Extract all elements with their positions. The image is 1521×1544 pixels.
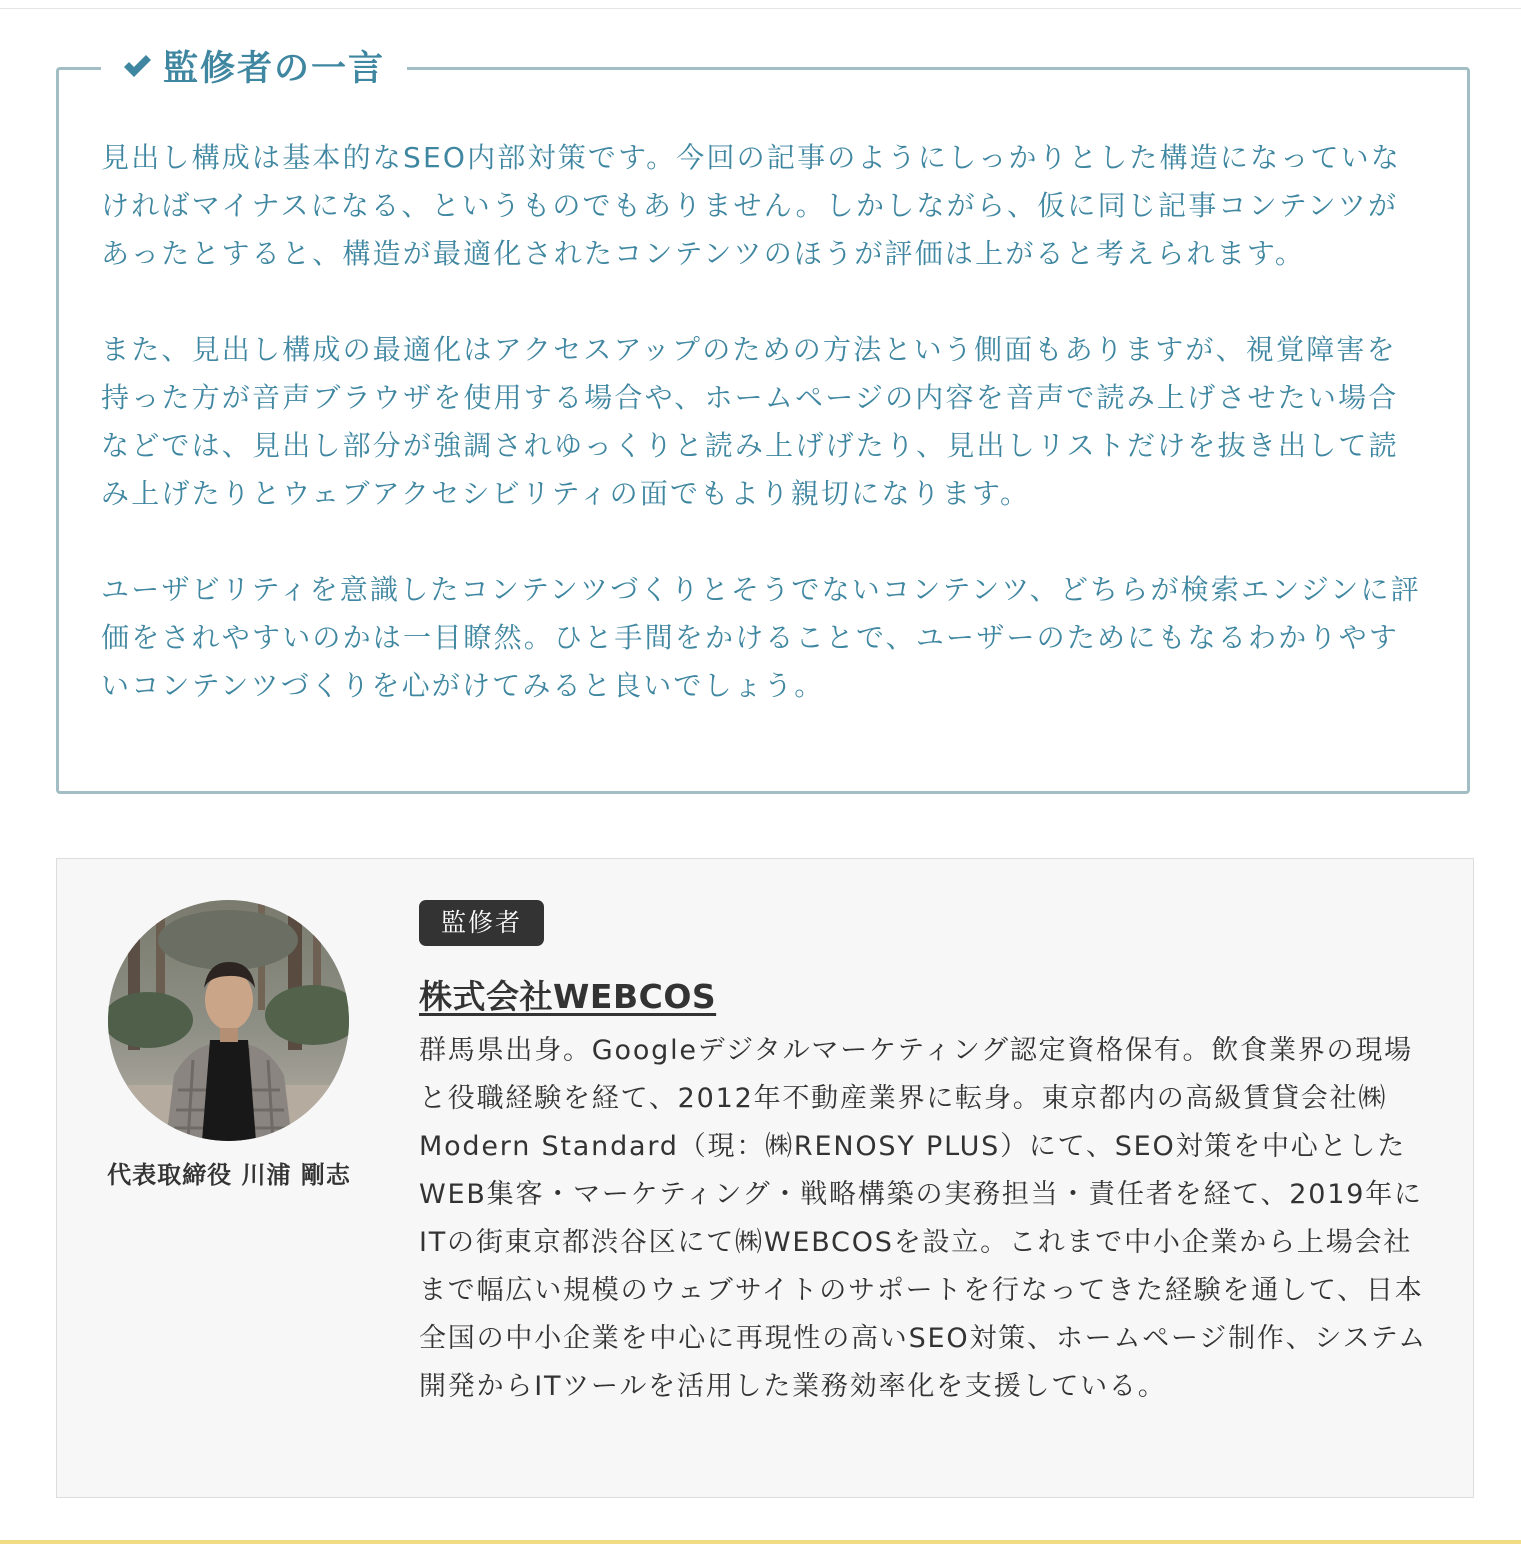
- comment-paragraph-1: 見出し構成は基本的なSEO内部対策です。今回の記事のようにしっかりとした構造になっていなければマイナスになる、というものでもありません。しかしながら、仮に同じ記事コンテンツがあったとすると、構造が最適化されたコンテンツのほうが評価は上がると考えられます。: [101, 141, 1402, 270]
- supervisor-comment-body: [101, 134, 1421, 710]
- comment-paragraph-3: ユーザビリティを意識したコンテンツづくりとそうでないコンテンツ、どちらが検索エンジンに評価をされやすいのかは一目瞭然。ひと手間をかけることで、ユーザーのためにもなるわかりやすいコンテンツづくりを心がけてみると良いでしょう。: [101, 573, 1421, 702]
- supervisor-comment-heading: [101, 34, 407, 98]
- avatar: [108, 900, 349, 1141]
- top-divider: [0, 0, 1521, 9]
- avatar-photo: [108, 900, 349, 1141]
- bottom-divider: [0, 1540, 1521, 1544]
- profile-bio: 群馬県出身。Googleデジタルマーケティング認定資格保有。飲食業界の現場と役職経験を経て、2012年不動産業界に転身。東京都内の高級賃貸会社㈱Modern Standard（現：㈱RENOSY PLUS）にて、SEO対策を中心としたWEB集客・マーケティング・戦略構築の実務担当・責任者を経て、2019年にITの街東京都渋谷区にて㈱WEBCOSを設立。これまで中小企業から上場会社まで幅広い規模のウェブサイトのサポートを行なってきた経験を通して、日本全国の中小企業を中心に再現性の高いSEO対策、ホームページ制作、システム開発からITツールを活用した業務効率化を支援している。: [419, 1035, 1428, 1402]
- supervisor-comment-title: 監修者の一言: [163, 49, 386, 89]
- company-link[interactable]: 株式会社WEBCOS: [419, 977, 717, 1016]
- role-badge: 監修者: [419, 900, 544, 946]
- person-name: 代表取締役 川浦 剛志: [107, 1161, 351, 1189]
- supervisor-profile-card: [56, 858, 1474, 1498]
- check-icon: [121, 50, 153, 82]
- supervisor-comment-box: [56, 49, 1470, 794]
- comment-paragraph-2: また、見出し構成の最適化はアクセスアップのための方法という側面もありますが、視覚障害を持った方が音声ブラウザを使用する場合や、ホームページの内容を音声で読み上げさせたい場合などでは、見出し部分が強調されゆっくりと読み上げげたり、見出しリストだけを抜き出して読み上げたりとウェブアクセシビリティの面でもより親切になります。: [101, 333, 1399, 510]
